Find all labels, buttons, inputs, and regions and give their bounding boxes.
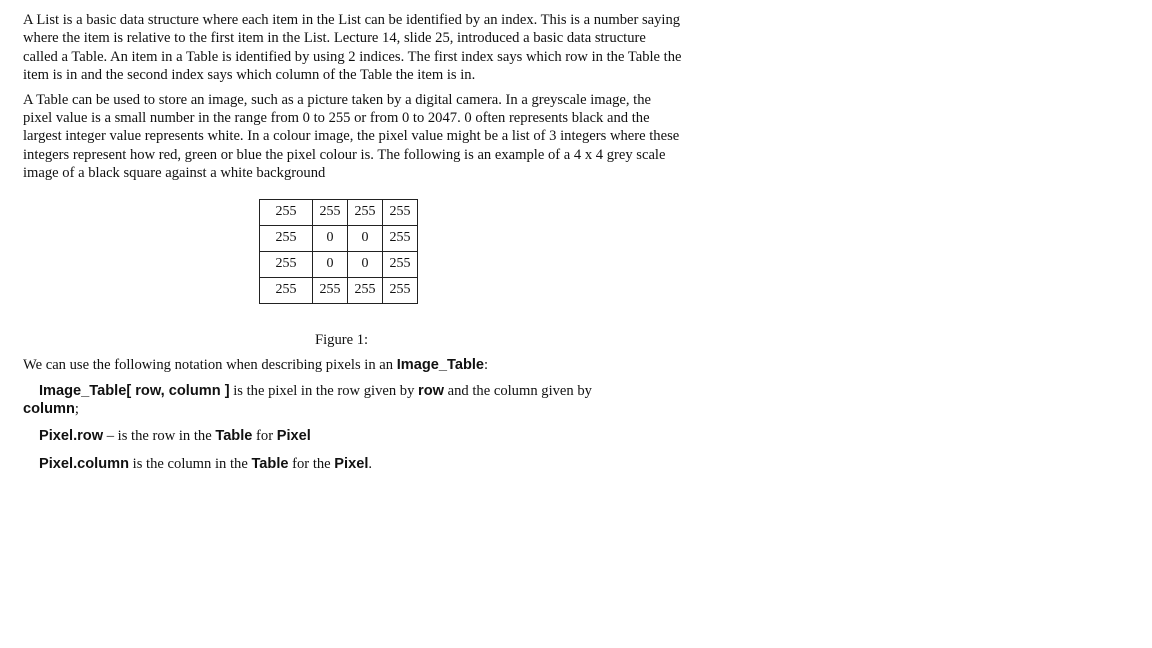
notation-intro-text: We can use the following notation when describing pixels in an (23, 356, 397, 373)
table-cell: 0 (313, 225, 348, 251)
table-cell: 255 (383, 277, 418, 303)
definition-pixel-column (23, 455, 683, 473)
definition-image-table (23, 382, 683, 419)
table-row (260, 199, 418, 225)
definition-term: column (23, 401, 75, 418)
table-cell: 255 (383, 225, 418, 251)
table-cell: 255 (313, 277, 348, 303)
definition-term: Pixel (334, 455, 369, 472)
table-cell: 255 (348, 277, 383, 303)
definition-term: Table (251, 455, 289, 472)
notation-intro (23, 356, 683, 374)
table-row (260, 251, 418, 277)
definition-pixel-row (23, 427, 683, 445)
definition-text: for (252, 428, 277, 445)
definition-text: – is the row in the (103, 428, 216, 445)
definition-text: for the (288, 455, 335, 472)
paragraph-list-intro: A List is a basic data structure where each item in the List can be identified by an index. This is a number saying where the item is relative to the first item in the List. Lecture 14, slide 25, introduced a basic data structure called a Table. An item in a Table is identified by using 2 indices. The first index says which row in the Table the item is in and the second index says which column of the Table the item is in. (23, 12, 682, 84)
notation-intro-suffix: : (484, 356, 489, 373)
definition-text: and the column given by (444, 382, 592, 399)
definition-term: row (418, 382, 444, 399)
table-row (260, 277, 418, 303)
table-cell: 255 (383, 199, 418, 225)
definition-term: Image_Table[ row, column ] (39, 382, 230, 399)
definition-term: Pixel (276, 428, 311, 445)
table-cell: 255 (383, 251, 418, 277)
document-page (23, 11, 683, 473)
definition-term: Table (215, 428, 253, 445)
table-cell: 0 (348, 251, 383, 277)
paragraph-table-image: A Table can be used to store an image, such as a picture taken by a digital camera. In a greyscale image, the pixel value is a small number in the range from 0 to 255 or from 0 to 2047. 0 often represents black and the largest integer value represents white. In a colour image, the pixel value might be a list of 3 integers where these integers represent how red, green or blue the pixel colour is. The following is an example of a 4 x 4 grey scale image of a black square against a white background (23, 91, 680, 182)
definition-term: Pixel.row (39, 428, 104, 445)
pixel-table (259, 199, 418, 304)
table-cell: 255 (260, 199, 313, 225)
table-cell: 255 (313, 199, 348, 225)
table-row (260, 225, 418, 251)
definition-text: is the column in the (129, 455, 252, 472)
table-cell: 255 (348, 199, 383, 225)
table-cell: 0 (348, 225, 383, 251)
table-cell: 255 (260, 277, 313, 303)
table-cell: 255 (260, 251, 313, 277)
table-cell: 255 (260, 225, 313, 251)
figure-caption: Figure 1: (315, 331, 369, 348)
definition-term: Pixel.column (39, 455, 130, 472)
definition-text: . (368, 455, 373, 472)
definition-text: ; (74, 401, 79, 418)
definition-text: is the pixel in the row given by (229, 382, 419, 399)
table-cell: 0 (313, 251, 348, 277)
notation-intro-term: Image_Table (396, 356, 485, 373)
